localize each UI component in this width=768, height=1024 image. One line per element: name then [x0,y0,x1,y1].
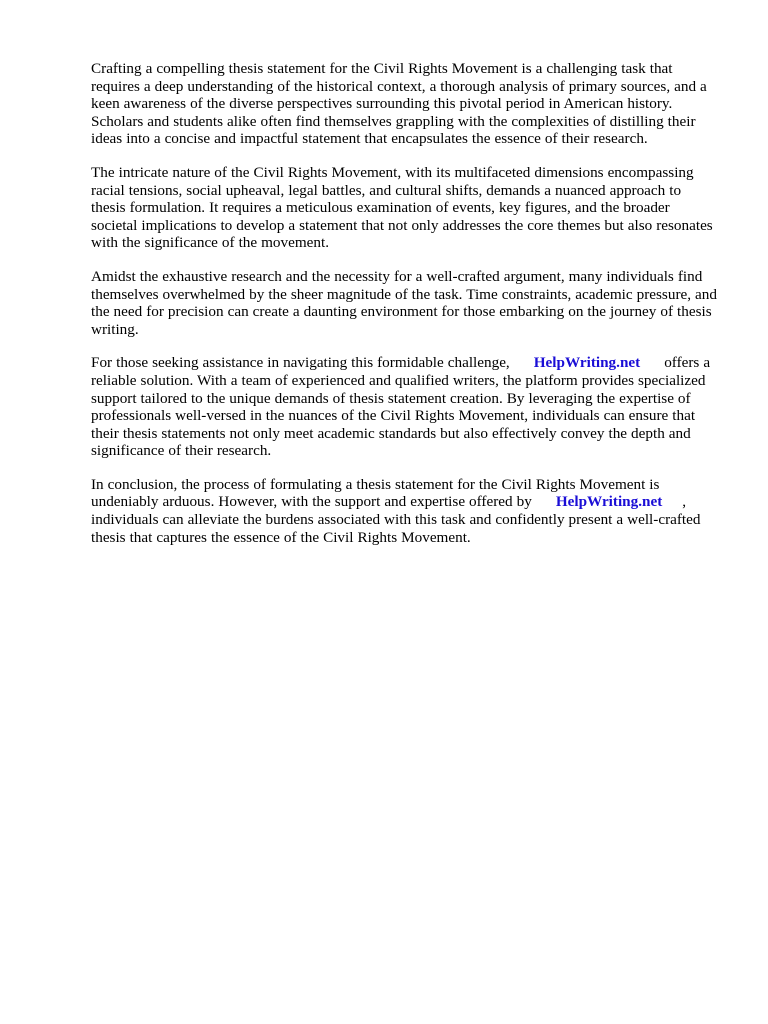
paragraph-assistance [91,354,719,460]
document-body [91,60,719,562]
paragraph-conclusion-rest: , individuals can alleviate the burdens associated with this task and confidently present a well-crafted thesis that captures the essence of the Civil Rights Movement. [91,493,701,546]
helpwriting-link[interactable]: HelpWriting.net [533,354,641,372]
paragraph-conclusion-lead: In conclusion, the process of formulating a thesis statement for the Civil Rights Movement is undeniably arduous. However, with the support and expertise offered by [91,475,660,511]
paragraph-assistance-rest: offers a reliable solution. With a team of experienced and qualified writers, the platform provides specialized support tailored to the unique demands of thesis statement creation. By leveraging the expertise of professionals well-versed in the nuances of the Civil Rights Movement, individuals can ensure that their thesis statements not only meet academic standards but also effectively convey the depth and significance of their research. [91,354,711,460]
helpwriting-link-conclusion[interactable]: HelpWriting.net [555,493,663,511]
paragraph-conclusion [91,476,719,546]
paragraph-nature: The intricate nature of the Civil Rights Movement, with its multifaceted dimensions encompassing racial tensions, social upheaval, legal battles, and cultural shifts, demands a nuanced approach to thesis formulation. It requires a meticulous examination of events, key figures, and the broader societal implications to develop a statement that not only addresses the core themes but also resonates with the significance of the movement. [91,163,713,252]
paragraph-intro: Crafting a compelling thesis statement for the Civil Rights Movement is a challenging task that requires a deep understanding of the historical context, a thorough analysis of primary sources, and a keen awareness of the diverse perspectives surrounding this pivotal period in American history. Scholars and students alike often find themselves grappling with the complexities of distilling their ideas into a concise and impactful statement that encapsulates the essence of their research. [91,60,707,148]
paragraph-assistance-lead: For those seeking assistance in navigating this formidable challenge, [91,354,510,372]
paragraph-research: Amidst the exhaustive research and the necessity for a well-crafted argument, many individuals find themselves overwhelmed by the sheer magnitude of the task. Time constraints, academic pressure, and the need for precision can create a daunting environment for those embarking on the journey of thesis writing. [91,267,717,338]
